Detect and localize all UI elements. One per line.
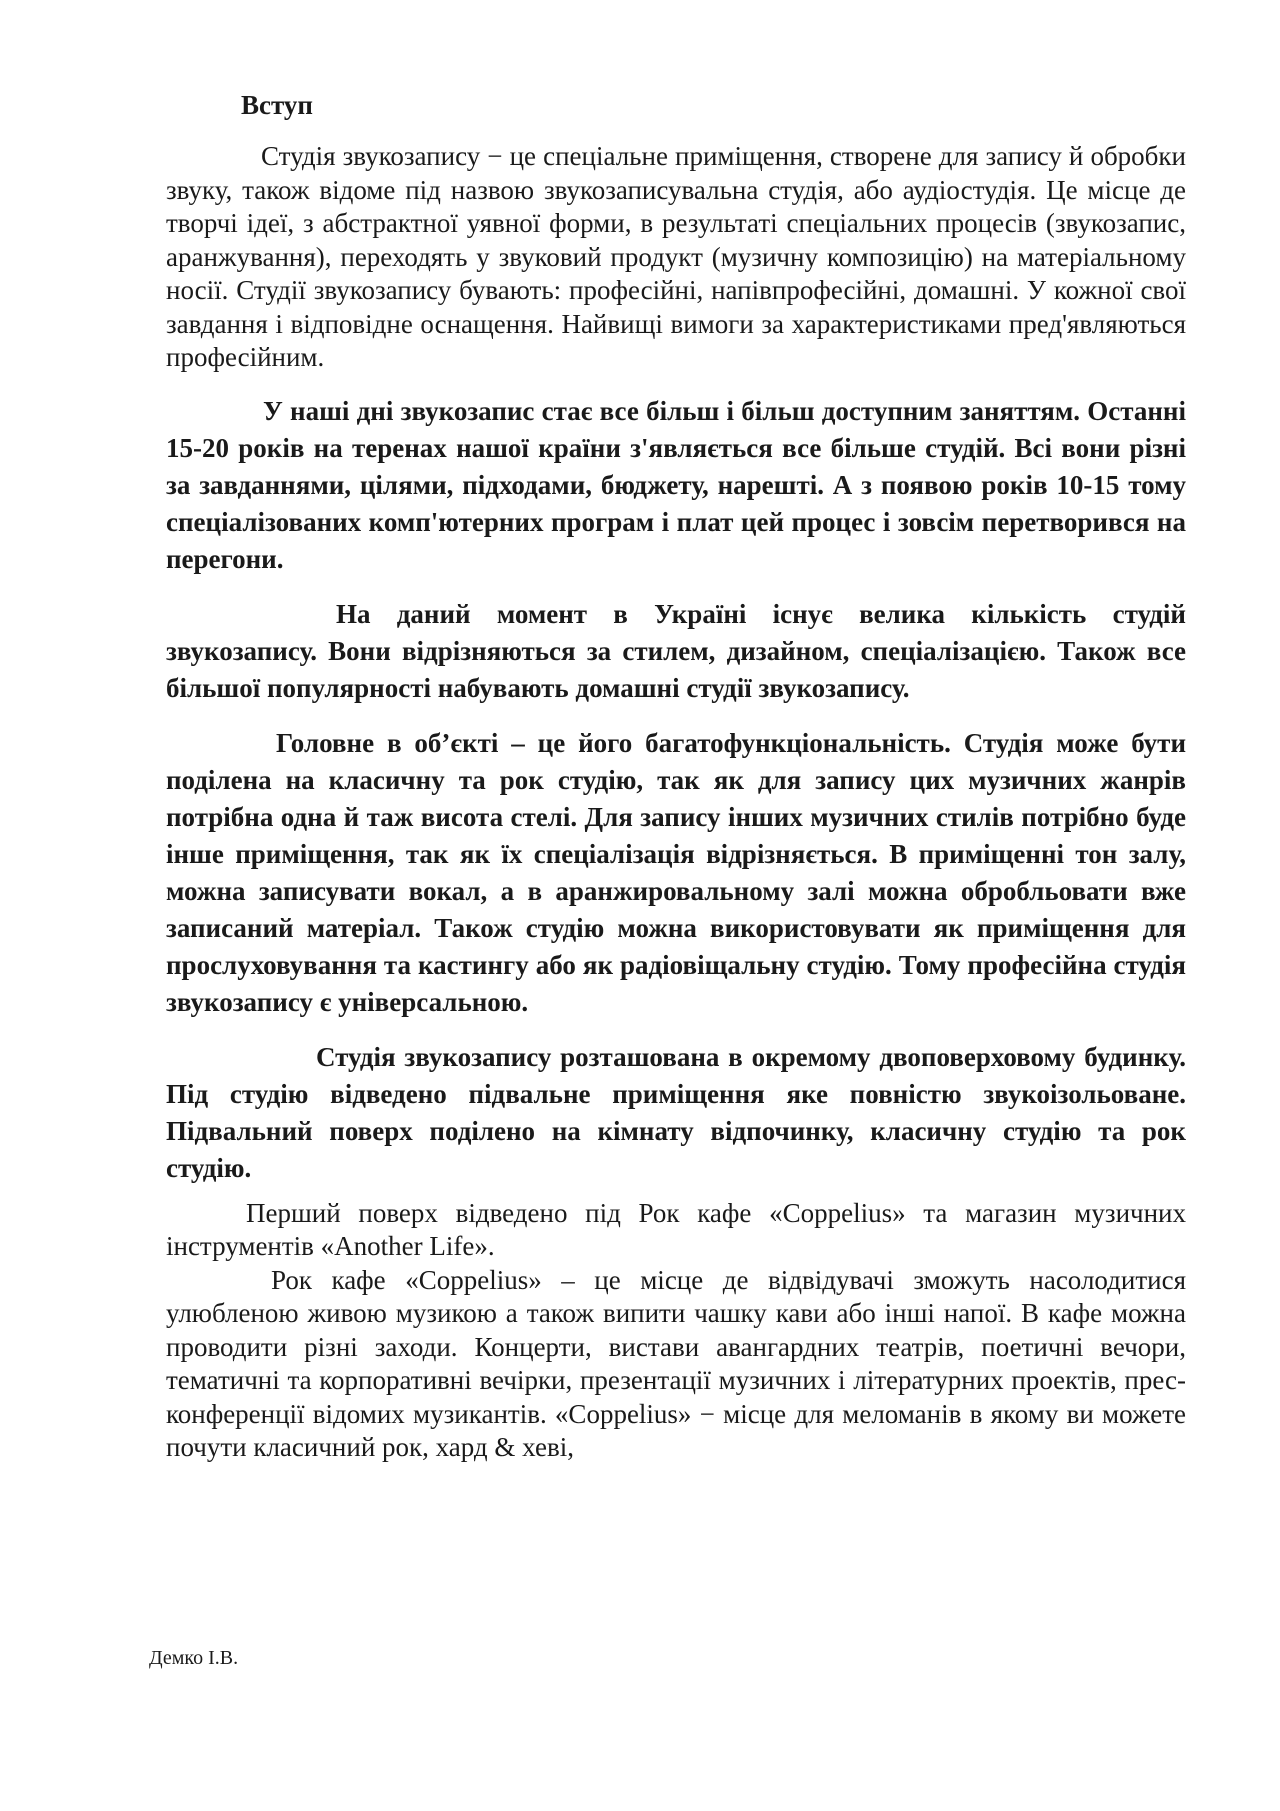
paragraph-bold-4: Студія звукозапису розташована в окремому двоповерховому будинку. Під студію відведено підвальне приміщення яке повністю звукоізольоване. Підвальний поверх поділено на кімнату відпочинку, класичну студію та рок студію. [166, 1041, 1186, 1183]
paragraph-bold-2: На даний момент в Україні існує велика кількість студій звукозапису. Вони відрізняються за стилем, дизайном, спеціалізацією. Також все більшої популярності набувають домашні студії звукозапису. [166, 598, 1186, 703]
paragraph-intro: Студія звукозапису − це спеціальне приміщення, створене для запису й обробки звуку, також відоме під назвою звукозаписувальна студія, або аудіостудія. Це місце де творчі ідеї, з абстрактної уявної форми, в результаті спеціальних процесів (звукозапис, аранжування), переходять у звуковий продукт (музичну композицію) на матеріальному носії. Студії звукозапису бувають: професійні, напівпрофесійні, домашні. У кожної свої завдання і відповідне оснащення. Найвищі вимоги за характеристиками пред'являються професійним. [166, 141, 1186, 372]
paragraph-first-floor: Перший поверх відведено під Рок кафе «Coppelius» та магазин музичних інструментів «Another Life». [166, 1197, 1186, 1261]
page-footer-author: Демко І.В. [149, 1647, 239, 1669]
section-title: Вступ [241, 90, 313, 120]
document-body [166, 88, 1186, 1465]
paragraph-bold-3: Головне в об’єкті – це його багатофункціональність. Студія може бути поділена на класичну та рок студію, так як для запису цих музичних жанрів потрібна одна й таж висота стелі. Для запису інших музичних стилів потрібно буде інше приміщення, так як їх спеціалізація відрізняється. В приміщенні тон залу, можна записувати вокал, а в аранжировальному залі можна обробльовати вже записаний матеріал. Також студію можна використовувати як приміщення для прослуховування та кастингу або як радіовіщальну студію. Тому професійна студія звукозапису є універсальною. [166, 727, 1186, 1017]
paragraph-bold-1: У наші дні звукозапис стає все більш і більш доступним заняттям. Останні 15-20 років на теренах нашої країни з'являється все більше студій. Всі вони різні за завданнями, цілями, підходами, бюджету, нарешті. А з появою років 10-15 тому спеціалізованих комп'ютерних програм і плат цей процес і зовсім перетворився на перегони. [166, 395, 1186, 574]
paragraph-cafe: Рок кафе «Coppelius» – це місце де відвідувачі зможуть насолодитися улюбленою живою музикою а також випити чашку кави або інші напої. В кафе можна проводити різні заходи. Концерти, вистави авангардних театрів, поетичні вечори, тематичні та корпоративні вечірки, презентації музичних і літературних проектів, прес-конференції відомих музикантів. «Coppelius» − місце для меломанів в якому ви можете почути класичний рок, хард & хеві, [166, 1264, 1186, 1462]
